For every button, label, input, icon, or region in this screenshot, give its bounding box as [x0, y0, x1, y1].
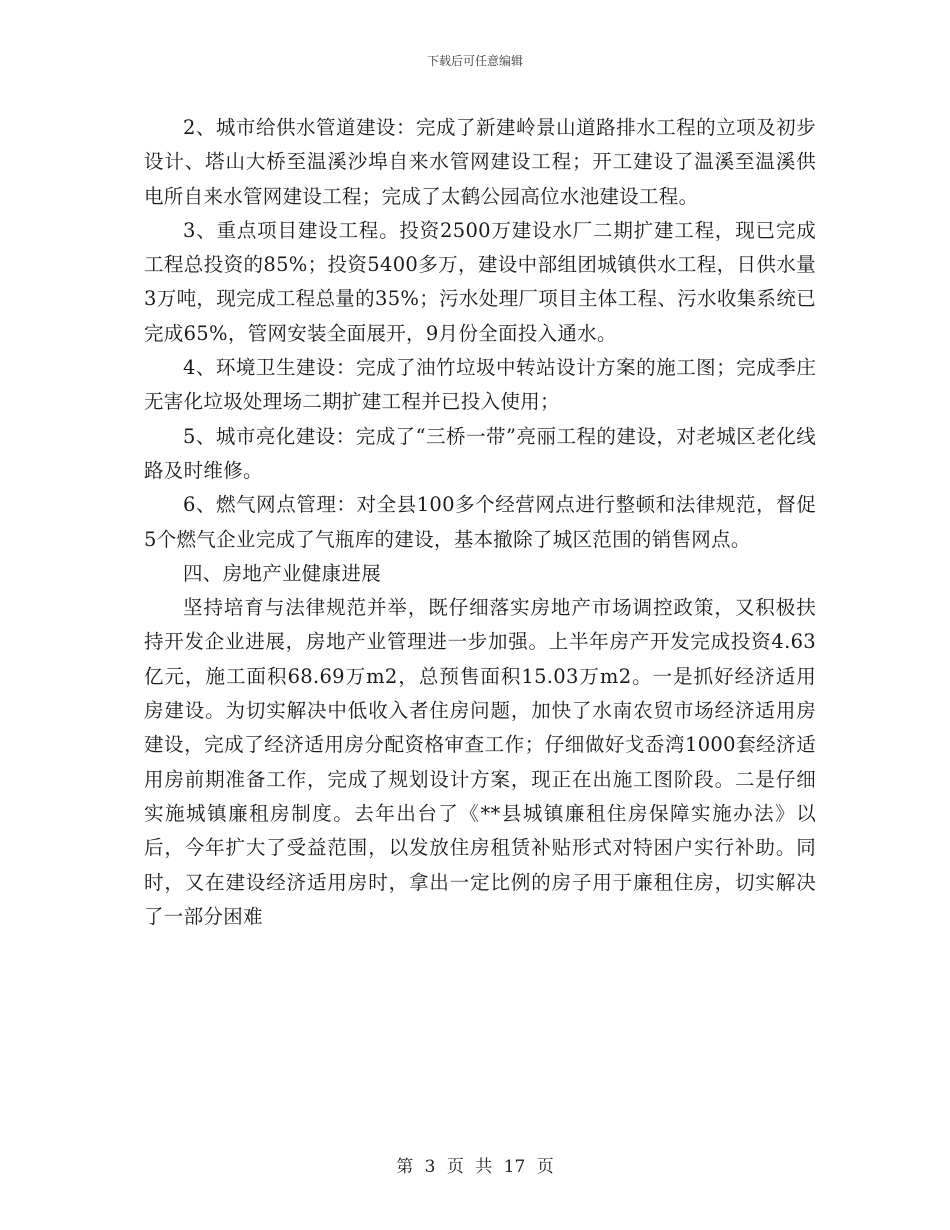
document-body — [144, 111, 816, 934]
paragraph-gas-outlets: 6、燃气网点管理：对全县100多个经营网点进行整顿和法律规范，督促5个燃气企业完成了气瓶库的建设，基本撤除了城区范围的销售网点。 — [144, 493, 816, 551]
page-number-footer: 第 3 页 共 17 页 — [396, 1157, 554, 1177]
paragraph-lighting: 5、城市亮化建设：完成了“三桥一带”亮丽工程的建设，对老城区老化线路及时维修。 — [144, 424, 816, 482]
paragraph-real-estate: 坚持培育与法律规范并举，既仔细落实房地产市场调控政策，又积极扶持开发企业进展，房地产业管理进一步加强。上半年房产开发完成投资4.63亿元，施工面积68.69万m2，总预售面积15.03万m2。一是抓好经济适用房建设。为切实解决中低收入者住房问题，加快了水南农贸市场经济适用房建设，完成了经济适用房分配资格审查工作；仔细做好戈岙湾1000套经济适用房前期准备工作，完成了规划设计方案，现正在出施工图阶段。二是仔细实施城镇廉租房制度。去年出台了《**县城镇廉租住房保障实施办法》以后，今年扩大了受益范围，以发放住房租赁补贴形式对特困户实行补助。同时，又在建设经济适用房时，拿出一定比例的房子用于廉租住房，切实解决了一部分困难 — [144, 596, 816, 928]
page-header-note: 下载后可任意编辑 — [426, 54, 523, 68]
paragraph-water-pipeline: 2、城市给供水管道建设：完成了新建岭景山道路排水工程的立项及初步设计、塔山大桥至温溪沙埠自来水管网建设工程；开工建设了温溪至温溪供电所自来水管网建设工程；完成了太鹤公园高位水池建设工程。 — [144, 116, 816, 208]
section-heading-real-estate: 四、房地产业健康进展 — [183, 561, 382, 585]
paragraph-key-projects: 3、重点项目建设工程。投资2500万建设水厂二期扩建工程，现已完成工程总投资的85%；投资5400多万，建设中部组团城镇供水工程，日供水量3万吨，现完成工程总量的35%；污水处理厂项目主体工程、污水收集系统已完成65%，管网安装全面展开，9月份全面投入通水。 — [144, 218, 816, 345]
paragraph-sanitation: 4、环境卫生建设：完成了油竹垃圾中转站设计方案的施工图；完成季庄无害化垃圾处理场二期扩建工程并已投入使用； — [144, 356, 816, 414]
